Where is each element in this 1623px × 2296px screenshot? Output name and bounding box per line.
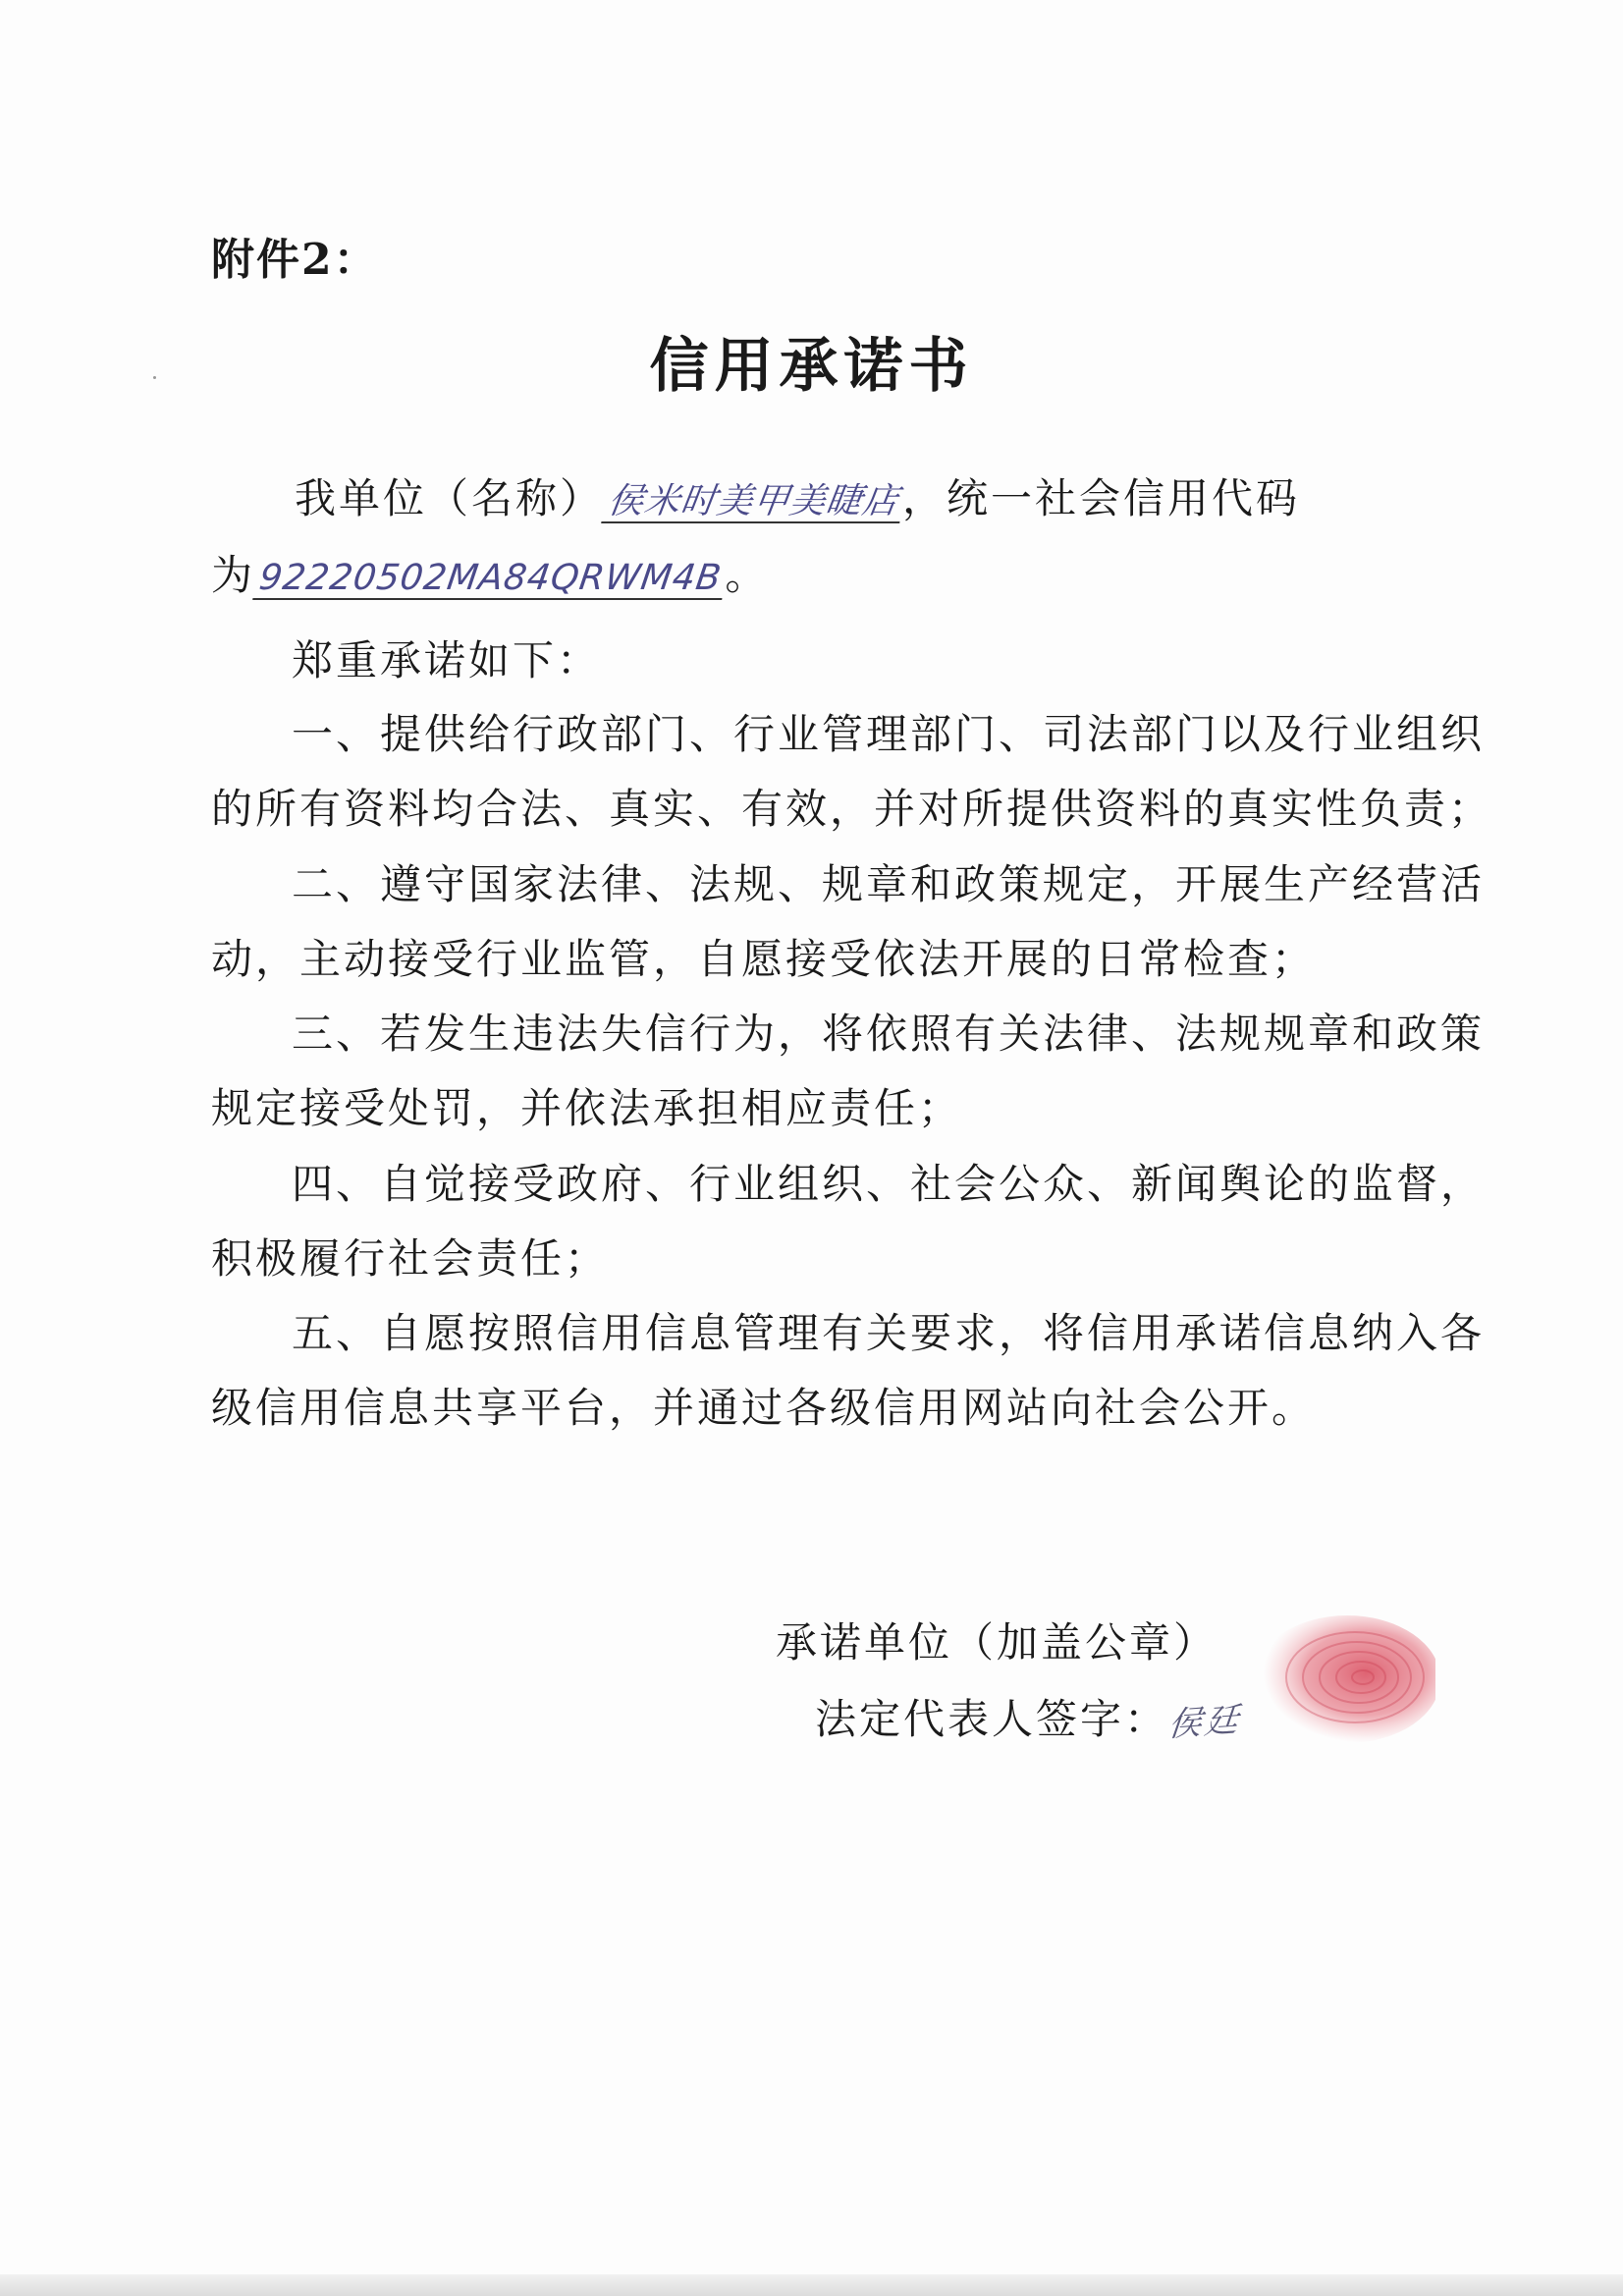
clause-3-line-2: 规定接受处罚，并依法承担相应责任； [211,1084,963,1132]
clause-5-line-1: 五、自愿按照信用信息管理有关要求，将信用承诺信息纳入各 [292,1309,1486,1357]
credit-code-handwritten: 92220502MA84QRWM4B [252,561,728,600]
unit-name-handwritten: 侯米时美甲美睫店 [601,484,905,523]
signature-rep-line [815,1695,1244,1745]
clause-2-line-1: 二、遵守国家法律、法规、规章和政策规定，开展生产经营活 [292,860,1486,908]
clause-4-line-1: 四、自觉接受政府、行业组织、社会公众、新闻舆论的监督， [292,1160,1486,1208]
intro-line2-suffix: 。 [725,551,770,599]
attachment-label: 附件2： [211,235,379,285]
scan-bottom-edge [0,2274,1623,2296]
intro-line-1 [295,474,1301,523]
clause-1-line-2: 的所有资料均合法、真实、有效，并对所提供资料的真实性负责； [211,785,1493,833]
clause-1-line-1: 一、提供给行政部门、行业管理部门、司法部门以及行业组织 [292,710,1486,758]
intro-line-2 [211,551,770,600]
clause-5-line-2: 级信用信息共享平台，并通过各级信用网站向社会公开。 [211,1384,1317,1432]
intro-line2-prefix: 为 [211,551,256,599]
signature-unit-label: 承诺单位（加盖公章） [776,1618,1218,1667]
intro-middle: ，统一社会信用代码 [902,474,1301,522]
signature-rep-label: 法定代表人签字： [815,1695,1169,1743]
intro-prefix: 我单位（名称） [295,474,605,522]
clause-3-line-1: 三、若发生违法失信行为，将依照有关法律、法规规章和政策 [292,1010,1486,1058]
clause-4-line-2: 积极履行社会责任； [211,1234,610,1283]
document-title: 信用承诺书 [649,332,974,401]
lead-text: 郑重承诺如下： [292,636,602,684]
rep-signature-handwritten: 侯廷 [1165,1700,1244,1745]
clause-2-line-2: 动，主动接受行业监管，自愿接受依法开展的日常检查； [211,935,1317,983]
fingerprint-stamp-icon [1239,1611,1435,1758]
